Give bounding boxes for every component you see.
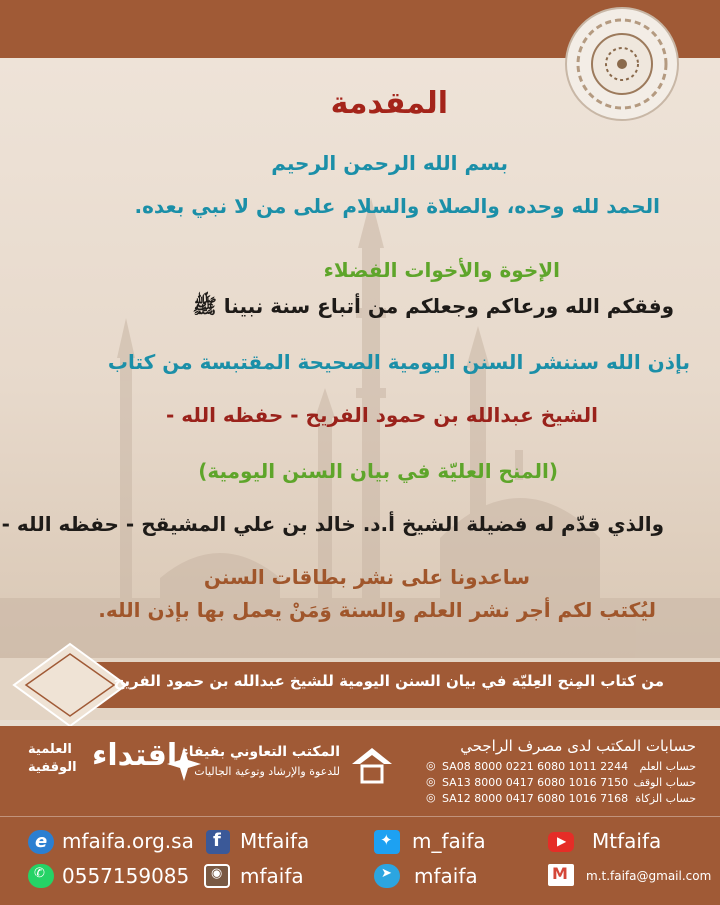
iqtida-logo: اقتداء xyxy=(92,738,178,773)
whatsapp-number[interactable]: 0557159085 xyxy=(62,864,190,888)
source-text: من كتاب المِنح العِليّة في بيان السنن اليومية للشيخ عبدالله بن حمود الفريح xyxy=(113,672,664,690)
facebook-link[interactable]: Mtfaifa xyxy=(240,829,310,853)
accounts-title: حسابات المكتب لدى مصرف الراجحي xyxy=(460,737,696,755)
ornament-rosette-icon xyxy=(525,4,720,124)
iqtida-sub2: الوقفية xyxy=(28,760,77,775)
account-iban-zakat: SA12 8000 0417 6080 1016 7168 xyxy=(442,792,629,805)
office-logo-icon xyxy=(350,746,394,786)
author-line: الشيخ عبدالله بن حمود الفريح - حفظه الله - xyxy=(166,403,598,427)
youtube-icon-glyph: ▶ xyxy=(557,834,567,848)
iqtida-sub1: العلمية xyxy=(28,742,72,757)
twitter-link[interactable]: m_faifa xyxy=(412,829,486,853)
diamond-ornament-icon xyxy=(10,640,130,730)
reward-line: ليُكتب لكم أجر نشر العلم والسنة وَمَنْ يعمل بها بإذن الله. xyxy=(98,598,656,622)
office-name: المكتب التعاوني بفيفاء xyxy=(181,744,340,760)
account-label-ilm: حساب العلم xyxy=(639,760,696,773)
book-title-line: (المنح العليّة في بيان السنن اليومية) xyxy=(198,459,558,483)
telegram-link[interactable]: mfaifa xyxy=(414,864,478,888)
intro-line: والذي قدّم له فضيلة الشيخ أ.د. خالد بن علي المشيقح - حفظه الله - xyxy=(1,512,664,536)
facebook-icon-glyph: f xyxy=(213,830,221,851)
instagram-link[interactable]: mfaifa xyxy=(240,864,304,888)
footer-divider xyxy=(0,816,720,817)
announce-line: بإذن الله سننشر السنن اليومية الصحيحة المقتبسة من كتاب xyxy=(107,350,690,374)
gmail-icon-glyph: M xyxy=(552,864,568,883)
instagram-icon-glyph: ◉ xyxy=(211,866,223,881)
page-title: المقدمة xyxy=(330,86,448,121)
account-iban-waqf: SA13 8000 0417 6080 1016 7150 xyxy=(442,776,629,789)
account-iban-ilm: SA08 8000 0221 6080 1011 2244 xyxy=(442,760,629,773)
whatsapp-icon-glyph: ✆ xyxy=(34,866,45,881)
email-link[interactable]: m.t.faifa@gmail.com xyxy=(586,869,712,883)
help-line: ساعدونا على نشر بطاقات السنن xyxy=(203,565,530,589)
office-subtitle: للدعوة والإرشاد وتوعية الجاليات xyxy=(194,765,340,778)
bank-icon: ◎ xyxy=(426,791,436,804)
ie-icon-glyph: e xyxy=(35,831,48,852)
dua-line: وفقكم الله ورعاكم وجعلكم من أتباع سنة نبينا ﷺ xyxy=(192,294,674,318)
account-label-waqf: حساب الوقف xyxy=(633,776,696,789)
website-link[interactable]: mfaifa.org.sa xyxy=(62,829,194,853)
basmala-line: بسم الله الرحمن الرحيم xyxy=(271,151,508,175)
greeting-line: الإخوة والأخوات الفضلاء xyxy=(323,258,560,282)
bank-icon: ◎ xyxy=(426,775,436,788)
bank-icon: ◎ xyxy=(426,759,436,772)
telegram-icon-glyph: ➤ xyxy=(381,866,392,881)
twitter-icon-glyph: ✦ xyxy=(380,831,393,849)
youtube-link[interactable]: Mtfaifa xyxy=(592,829,662,853)
account-label-zakat: حساب الزكاة xyxy=(635,792,696,805)
hamd-line: الحمد لله وحده، والصلاة والسلام على من لا نبي بعده. xyxy=(134,194,660,218)
